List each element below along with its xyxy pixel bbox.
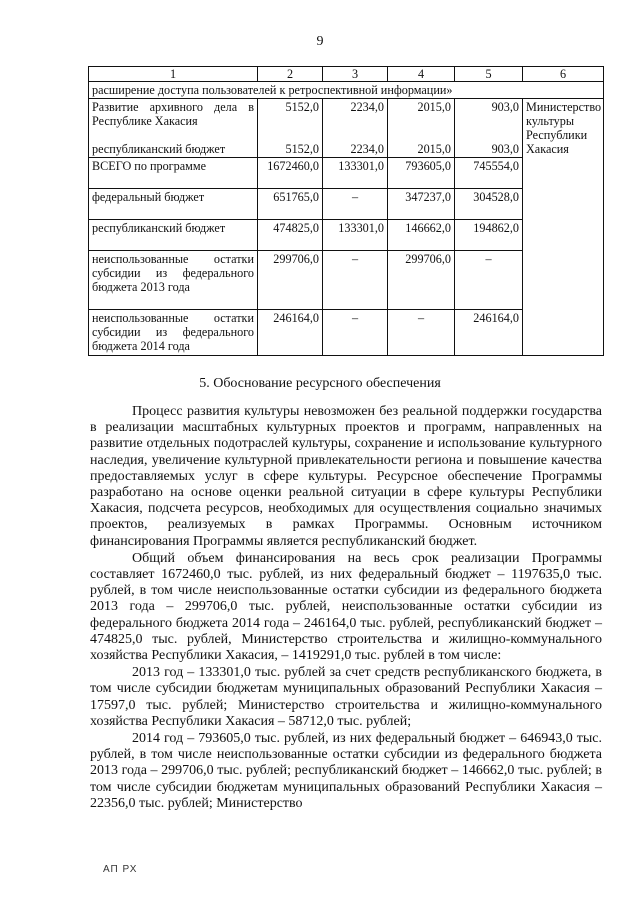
footer-mark: АП РХ: [103, 864, 138, 875]
header-cell: 4: [388, 67, 455, 82]
table-header-row: [89, 67, 604, 82]
value-cell: –: [323, 310, 388, 356]
header-cell: 5: [455, 67, 523, 82]
value: 2015,0: [417, 100, 451, 114]
value-cell: 299706,0: [388, 251, 455, 310]
section-heading: 5. Обоснование ресурсного обеспечения: [199, 376, 441, 391]
value-cell: 745554,0: [455, 158, 523, 189]
row-label: республиканский бюджет: [89, 220, 258, 251]
value-cell: –: [323, 189, 388, 220]
archive-sub-label: республиканский бюджет: [92, 142, 226, 156]
budget-table: [88, 66, 604, 356]
value-cell: [258, 99, 323, 158]
header-cell: 3: [323, 67, 388, 82]
value: 5152,0: [285, 142, 319, 156]
value-cell: [388, 99, 455, 158]
value-cell: 299706,0: [258, 251, 323, 310]
header-cell: 1: [89, 67, 258, 82]
value: 5152,0: [285, 100, 319, 114]
row-label: неиспользованные остатки субсидии из федерального бюджета 2014 года: [89, 310, 258, 356]
value-cell: 133301,0: [323, 158, 388, 189]
row-label: неиспользованные остатки субсидии из федерального бюджета 2013 года: [89, 251, 258, 310]
paragraph: 2013 год – 133301,0 тыс. рублей за счет средств республиканского бюджета, в том числе субсидии бюджетам муниципальных образований Республики Хакасия – 17597,0 тыс. рублей; Министерство строительства и жилищно-коммунального хозяйства Республики Хакасия – 58712,0 тыс. рублей;: [90, 665, 602, 729]
row-label: [89, 99, 258, 158]
value-cell: 1672460,0: [258, 158, 323, 189]
value-cell: –: [388, 310, 455, 356]
value-cell: 246164,0: [258, 310, 323, 356]
value-cell: [323, 99, 388, 158]
table-row: [89, 82, 604, 99]
body-text: [90, 404, 602, 812]
value: 2234,0: [350, 142, 384, 156]
value-cell: –: [455, 251, 523, 310]
value-cell: 246164,0: [455, 310, 523, 356]
value-cell: [455, 99, 523, 158]
header-cell: 6: [523, 67, 604, 82]
page-number: 9: [316, 34, 324, 49]
responsible-cell: Министерство культуры Республики Хакасия: [523, 99, 604, 356]
span-text-cell: расширение доступа пользователей к ретроспективной информации»: [89, 82, 604, 99]
value-cell: 347237,0: [388, 189, 455, 220]
value-cell: –: [323, 251, 388, 310]
value: 903,0: [491, 142, 519, 156]
value: 2234,0: [350, 100, 384, 114]
value-cell: 474825,0: [258, 220, 323, 251]
row-label: ВСЕГО по программе: [89, 158, 258, 189]
header-cell: 2: [258, 67, 323, 82]
value-cell: 146662,0: [388, 220, 455, 251]
value: 903,0: [491, 100, 519, 114]
row-label: федеральный бюджет: [89, 189, 258, 220]
value-cell: 194862,0: [455, 220, 523, 251]
value-cell: 651765,0: [258, 189, 323, 220]
value: 2015,0: [417, 142, 451, 156]
paragraph: Процесс развития культуры невозможен без реальной поддержки государства в реализации масштабных культурных проектов и программ, направленных на развитие отдельных подотраслей культуры, сохранение и использование культурного наследия, увеличение культурной привлекательности региона и повышение качества предоставляемых услуг в сфере культуры. Ресурсное обеспечение Программы разработано на основе оценки реальной ситуации в сфере культуры Республики Хакасия, подсчета ресурсов, необходимых для осуществления социально значимых проектов, реализуемых в рамках Программы. Основным источником финансирования Программы является республиканский бюджет.: [90, 404, 602, 549]
paragraph: 2014 год – 793605,0 тыс. рублей, из них федеральный бюджет – 646943,0 тыс. рублей, в том числе неиспользованные остатки субсидии из федерального бюджета 2013 года – 299706,0 тыс. рублей; республиканский бюджет – 146662,0 тыс. рублей; в том числе субсидии бюджетам муниципальных образований Республики Хакасия – 22356,0 тыс. рублей; Министерство: [90, 731, 602, 811]
archive-label: Развитие архивного дела в Республике Хакасия: [92, 100, 254, 128]
value-cell: 133301,0: [323, 220, 388, 251]
value-cell: 793605,0: [388, 158, 455, 189]
value-cell: 304528,0: [455, 189, 523, 220]
paragraph: Общий объем финансирования на весь срок реализации Программы составляет 1672460,0 тыс. рублей, из них федеральный бюджет – 1197635,0 тыс. рублей, в том числе неиспользованные остатки субсидии из федерального бюджета 2013 года – 299706,0 тыс. рублей, неиспользованные остатки субсидии из федерального бюджета 2014 года – 246164,0 тыс. рублей, республиканский бюджет – 474825,0 тыс. рублей, Министерство строительства и жилищно-коммунального хозяйства Республики Хакасия, – 1419291,0 тыс. рублей в том числе:: [90, 550, 602, 664]
table-row-archive: [89, 99, 604, 158]
